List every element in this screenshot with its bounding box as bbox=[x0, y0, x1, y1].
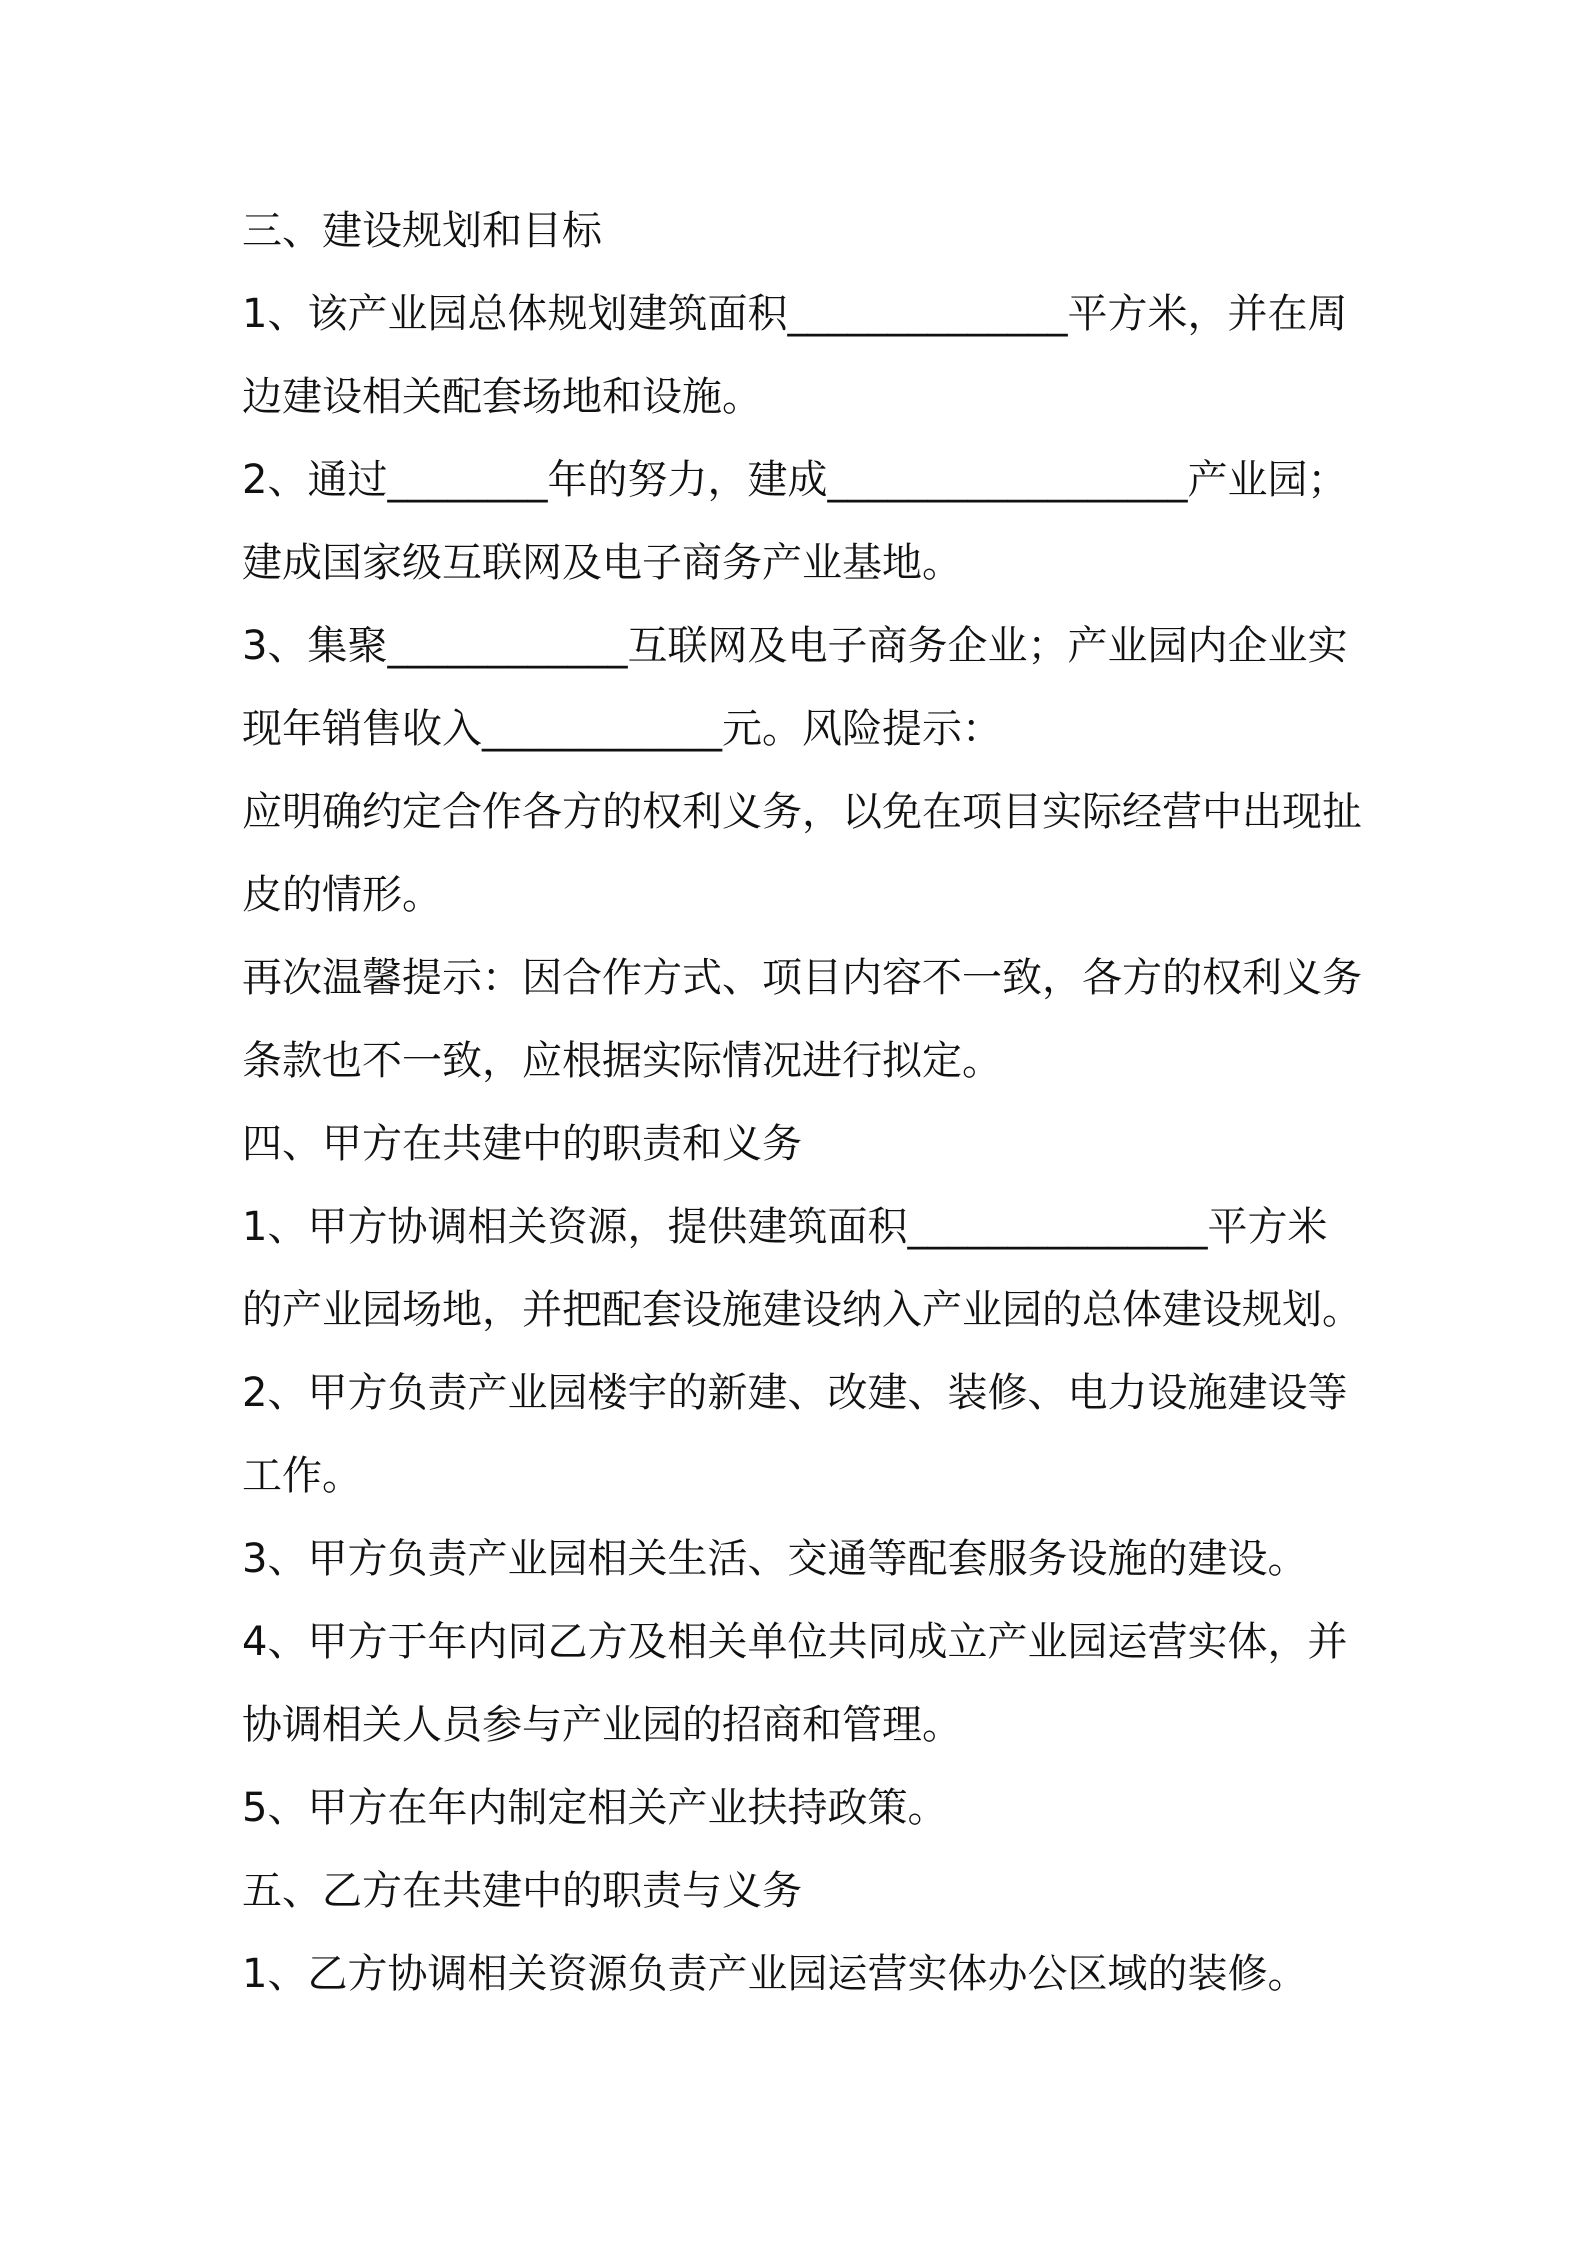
text-line: 2、甲方负责产业园楼宇的新建、改建、装修、电力设施建设等 bbox=[242, 1370, 1348, 1416]
text-line: 1、该产业园总体规划建筑面积______________平方米，并在周 bbox=[242, 291, 1348, 337]
section-heading-3: 三、建设规划和目标 bbox=[242, 208, 602, 254]
text-line: 1、甲方协调相关资源，提供建筑面积_______________平方米 bbox=[242, 1204, 1328, 1250]
text-line: 条款也不一致，应根据实际情况进行拟定。 bbox=[242, 1038, 1002, 1084]
text-line: 4、甲方于年内同乙方及相关单位共同成立产业园运营实体，并 bbox=[242, 1619, 1348, 1665]
text-line: 3、甲方负责产业园相关生活、交通等配套服务设施的建设。 bbox=[242, 1536, 1308, 1582]
text-line: 2、通过________年的努力，建成__________________产业园； bbox=[242, 457, 1348, 503]
text-line: 再次温馨提示：因合作方式、项目内容不一致，各方的权利义务 bbox=[242, 955, 1362, 1001]
text-line: 工作。 bbox=[242, 1453, 362, 1499]
text-line: 5、甲方在年内制定相关产业扶持政策。 bbox=[242, 1785, 948, 1831]
text-line: 边建设相关配套场地和设施。 bbox=[242, 374, 762, 420]
text-line: 的产业园场地，并把配套设施建设纳入产业园的总体建设规划。 bbox=[242, 1287, 1362, 1333]
section-heading-5: 五、乙方在共建中的职责与义务 bbox=[242, 1868, 802, 1914]
text-line: 建成国家级互联网及电子商务产业基地。 bbox=[242, 540, 962, 586]
section-heading-4: 四、甲方在共建中的职责和义务 bbox=[242, 1121, 802, 1167]
text-line: 3、集聚____________互联网及电子商务企业；产业园内企业实 bbox=[242, 623, 1348, 669]
text-line: 皮的情形。 bbox=[242, 872, 442, 918]
text-line: 应明确约定合作各方的权利义务，以免在项目实际经营中出现扯 bbox=[242, 789, 1362, 835]
document-body bbox=[242, 190, 1362, 2016]
text-line: 协调相关人员参与产业园的招商和管理。 bbox=[242, 1702, 962, 1748]
text-line: 1、乙方协调相关资源负责产业园运营实体办公区域的装修。 bbox=[242, 1951, 1308, 1997]
text-line: 现年销售收入____________元。风险提示： bbox=[242, 706, 1002, 752]
